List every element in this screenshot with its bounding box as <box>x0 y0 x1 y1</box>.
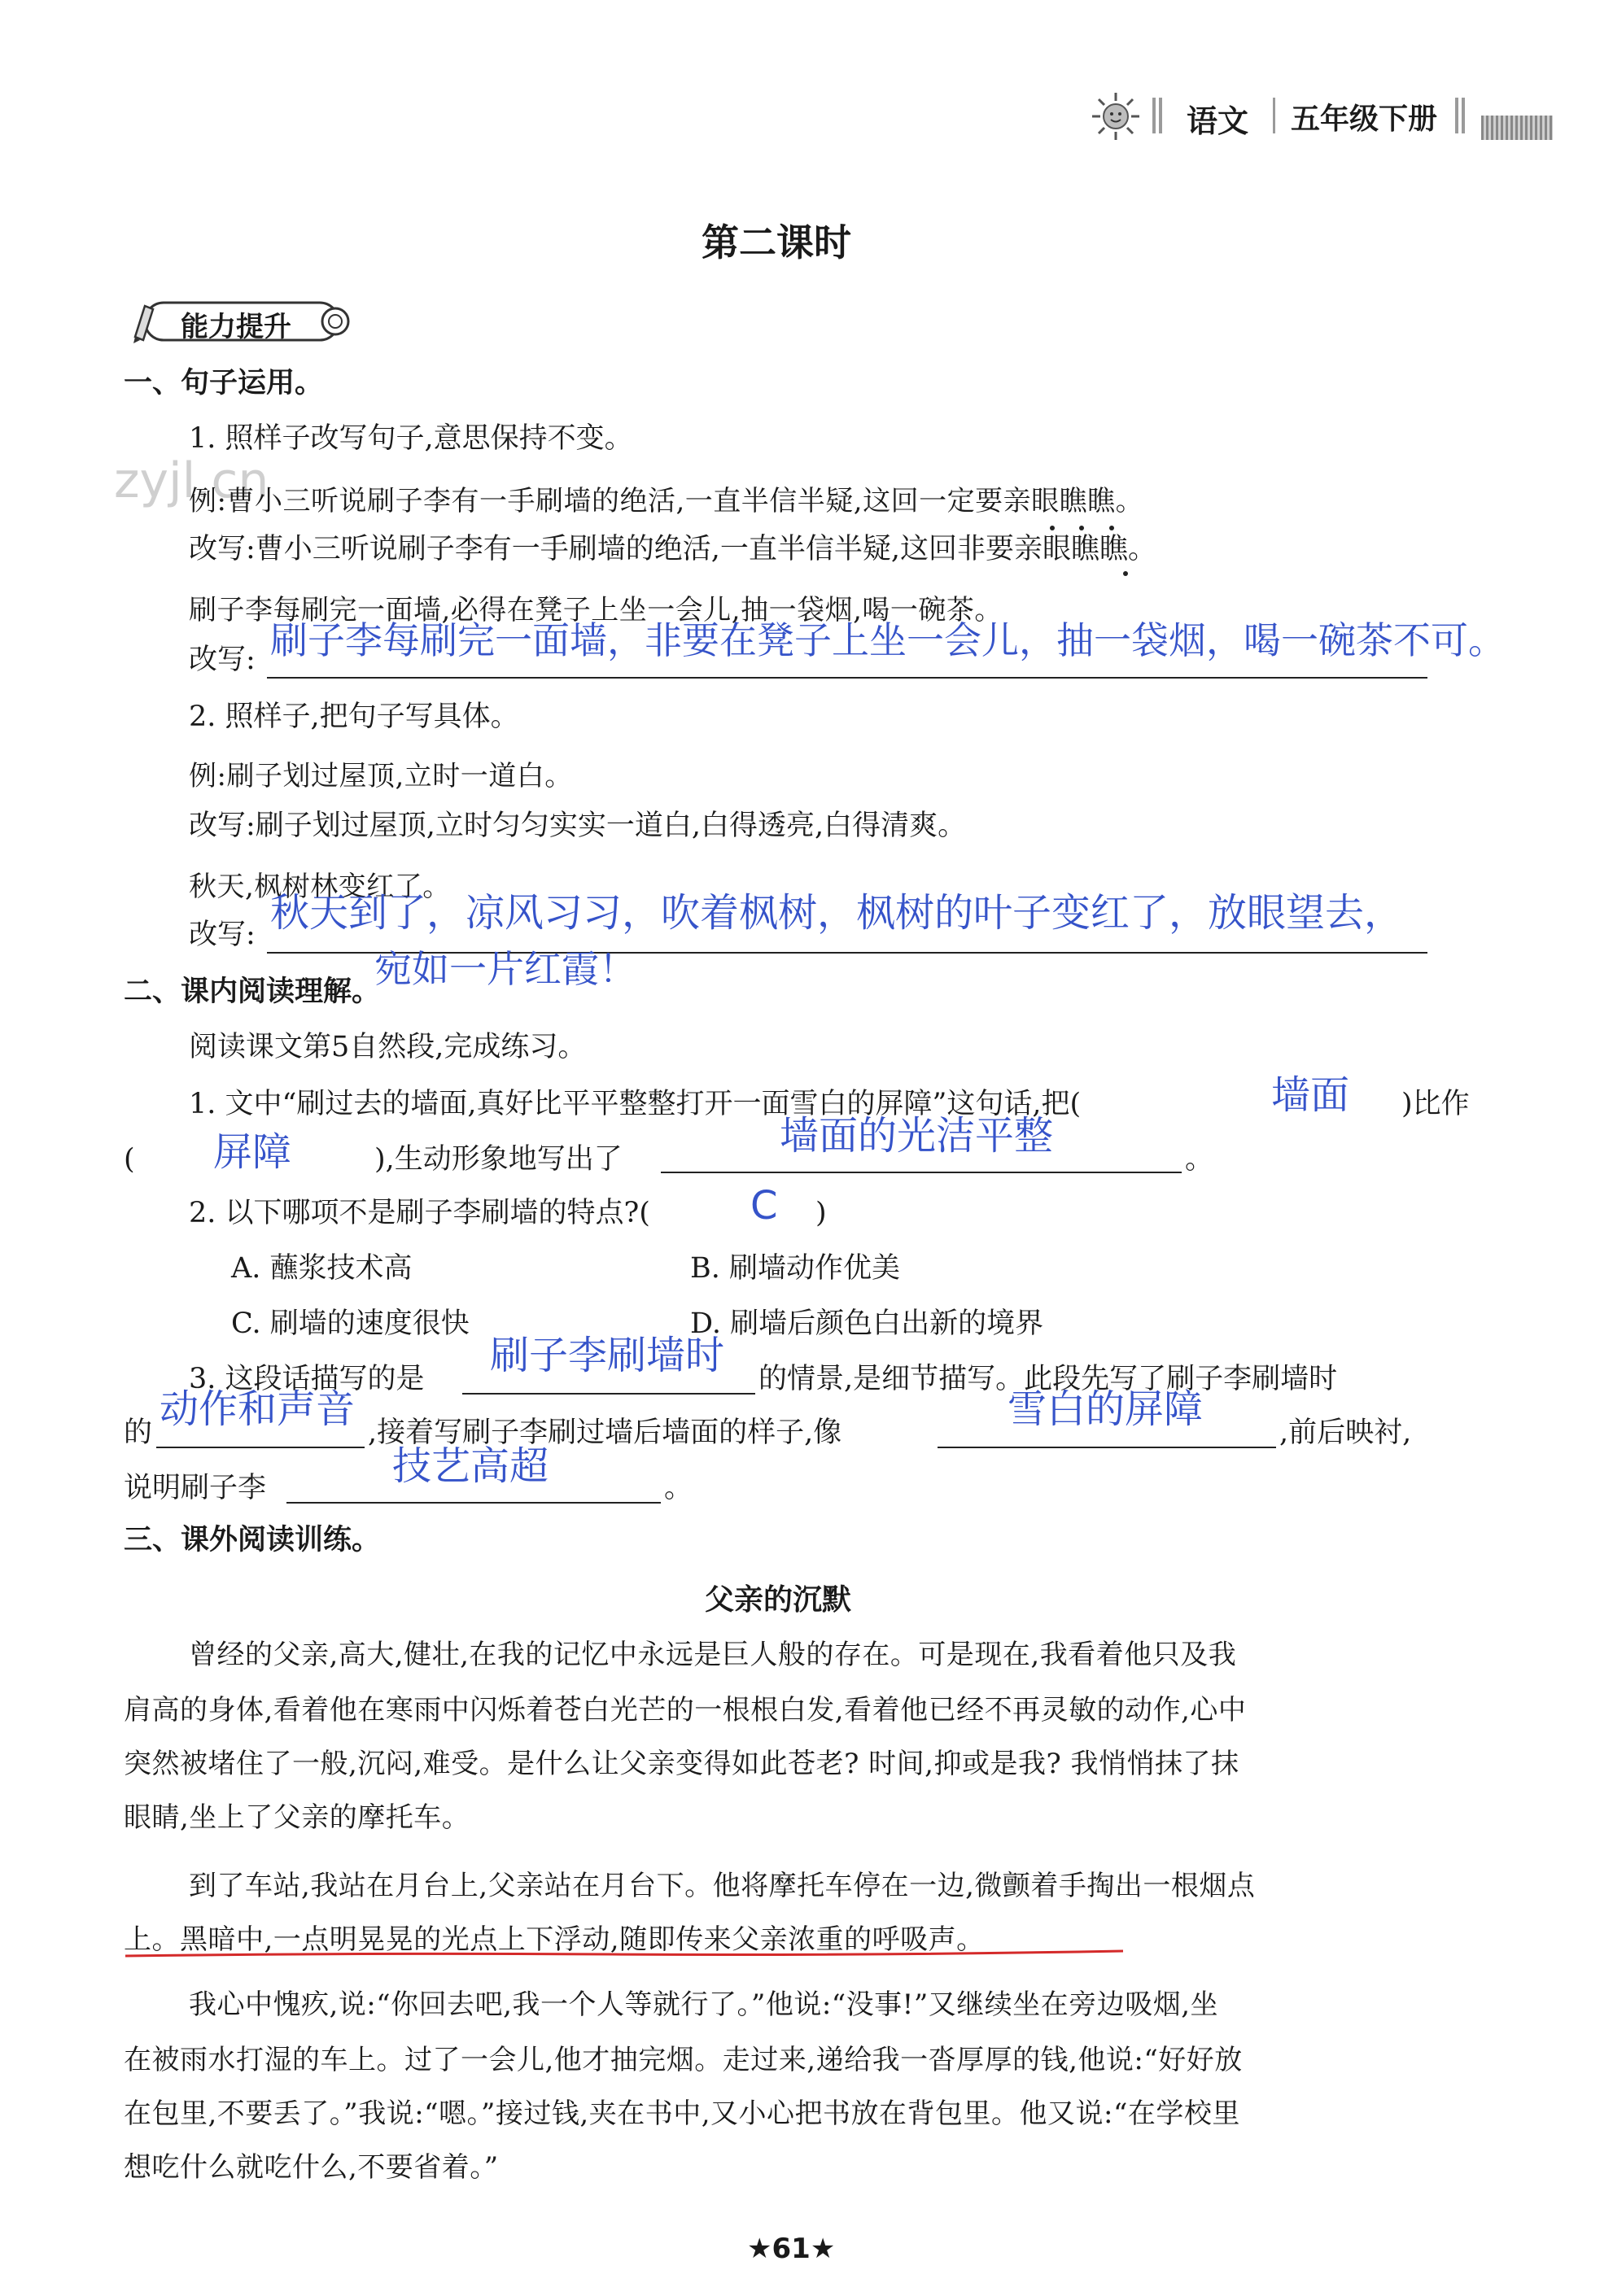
p1-line3: 突然被堵住了一般,沉闷,难受。是什么让父亲变得如此苍老? 时间,抑或是我? 我悄悄抹了抹 <box>124 1748 1239 1780</box>
p2q2-text: 2. 以下哪项不是刷子李刷墙的特点?( <box>189 1197 650 1229</box>
p2q3-text-g: 。 <box>664 1472 693 1504</box>
q1-prompt: 1. 照样子改写句子,意思保持不变。 <box>189 422 633 455</box>
p2-line2: 上。黑暗中,一点明晃晃的光点上下浮动,随即传来父亲浓重的呼吸声。 <box>124 1923 985 1956</box>
q1-example-rewrite: 改写:曹小三听说刷子李有一手刷墙的绝活,一直半信半疑,这回非要亲眼瞧瞧。 <box>189 533 1157 565</box>
header-decoration <box>1481 116 1553 140</box>
q2-example-rewrite: 改写:刷子划过屋顶,立时匀匀实实一道白,白得透亮,白得清爽。 <box>189 810 967 842</box>
p2q3-answer1: 刷子李刷墙时 <box>490 1333 725 1378</box>
p2q1-answer1: 墙面 <box>1271 1072 1350 1118</box>
p2q3-text-e: ,前后映衬, <box>1279 1416 1412 1449</box>
p2q1-text-a: 1. 文中“刷过去的墙面,真好比平平整整打开一面雪白的屏障”这句话,把( <box>189 1088 1082 1120</box>
p3-line2: 在被雨水打湿的车上。过了一会儿,他才抽完烟。走过来,递给我一沓厚厚的钱,他说:“好好放 <box>124 2044 1243 2076</box>
reading-title: 父亲的沉默 <box>705 1583 852 1617</box>
p2q2-option-d: D. 刷墙后颜色白出新的境界 <box>690 1307 1044 1340</box>
p2q3-answer2: 动作和声音 <box>160 1386 356 1432</box>
lesson-title: 第二课时 <box>702 220 851 264</box>
p1-line1: 曾经的父亲,高大,健壮,在我的记忆中永远是巨人般的存在。可是现在,我看着他只及我 <box>189 1639 1237 1671</box>
p2q1-text-b: )比作 <box>1401 1088 1470 1120</box>
p2q2-option-b: B. 刷墙动作优美 <box>690 1252 900 1285</box>
q1-rewrite-label: 改写: <box>189 644 256 676</box>
p2q1-text-d: ),生动形象地写出了 <box>374 1143 623 1176</box>
q2-prompt: 2. 照样子,把句子写具体。 <box>189 701 519 733</box>
p2q1-text-e: 。 <box>1185 1143 1214 1176</box>
q2-example: 例:刷子划过屋顶,立时一道白。 <box>189 760 573 792</box>
sun-icon <box>1091 91 1141 142</box>
p2q1-text-c: ( <box>124 1143 135 1176</box>
q1-example: 例:曹小三听说刷子李有一手刷墙的绝活,一直半信半疑,这回一定要亲眼瞧瞧。 <box>189 485 1144 517</box>
section-badge <box>130 296 356 347</box>
p3-line3: 在包里,不要丢了。”我说:“嗯。”接过钱,夹在书中,又小心把书放在背包里。他又说:“在学校里 <box>124 2097 1240 2130</box>
p2q2-answer: C <box>750 1183 778 1229</box>
p2-line1: 到了车站,我站在月台上,父亲站在月台下。他将摩托车停在一边,微颤着手掏出一根烟点 <box>189 1870 1256 1902</box>
watermark: zyjl.cn <box>114 452 269 509</box>
p1-line2: 肩高的身体,看着他在寒雨中闪烁着苍白光芒的一根根白发,看着他已经不再灵敏的动作,心中 <box>124 1694 1247 1726</box>
p3-line1: 我心中愧疚,说:“你回去吧,我一个人等就行了。”他说:“没事!”又继续坐在旁边吸烟,坐 <box>189 1988 1219 2021</box>
part2-instruction: 阅读课文第5自然段,完成练习。 <box>189 1031 587 1063</box>
star-icon: ★ <box>810 2233 836 2265</box>
p2q3-answer4: 技艺高超 <box>392 1443 549 1489</box>
part3-heading: 三、课外阅读训练。 <box>124 1524 381 1556</box>
q2-answer-line1: 秋天到了，凉风习习，吹着枫树，枫树的叶子变红了，放眼望去， <box>270 890 1404 936</box>
p2q3-text-b: 的情景,是细节描写。此段先写了刷子李刷墙时 <box>758 1363 1338 1395</box>
star-icon: ★ <box>747 2233 772 2265</box>
page-number <box>747 2233 835 2265</box>
p2q3-answer3: 雪白的屏障 <box>1008 1386 1204 1432</box>
p2q1-answer3: 墙面的光洁平整 <box>780 1113 1054 1159</box>
p1-line4: 眼睛,坐上了父亲的摩托车。 <box>124 1801 470 1834</box>
header-subject: 语文 <box>1187 103 1249 139</box>
p2q1-answer2: 屏障 <box>213 1129 292 1175</box>
p2q3-text-d: ,接着写刷子李刷过墙后墙面的样子,像 <box>368 1416 842 1449</box>
q2-answer-line2: 宛如一片红霞！ <box>374 947 636 991</box>
p2q2-option-a: A. 蘸浆技术高 <box>231 1252 413 1285</box>
header-grade: 五年级下册 <box>1291 103 1438 136</box>
p2q3-text-c: 的 <box>124 1416 153 1449</box>
section-badge-label: 能力提升 <box>181 311 291 343</box>
part1-heading: 一、句子运用。 <box>124 367 324 399</box>
p2q3-text-a: 3. 这段话描写的是 <box>189 1363 425 1395</box>
q2-rewrite-label: 改写: <box>189 919 256 951</box>
p2q2-close: ) <box>815 1197 827 1229</box>
q1-task: 刷子李每刷完一面墙,必得在凳子上坐一会儿,抽一袋烟,喝一碗茶。 <box>189 594 1003 626</box>
p2q3-text-f: 说明刷子李 <box>124 1472 267 1504</box>
p2q2-option-c: C. 刷墙的速度很快 <box>231 1307 470 1340</box>
page-number-value: 61 <box>772 2233 811 2265</box>
part2-heading: 二、课内阅读理解。 <box>124 976 381 1008</box>
q2-task: 秋天,枫树林变红了。 <box>189 871 451 903</box>
red-underline-mark <box>124 1948 1125 1980</box>
p3-line4: 想吃什么就吃什么,不要省着。” <box>124 2151 499 2184</box>
q1-answer: 刷子李每刷完一面墙，非要在凳子上坐一会儿，抽一袋烟，喝一碗茶不可。 <box>270 618 1506 662</box>
